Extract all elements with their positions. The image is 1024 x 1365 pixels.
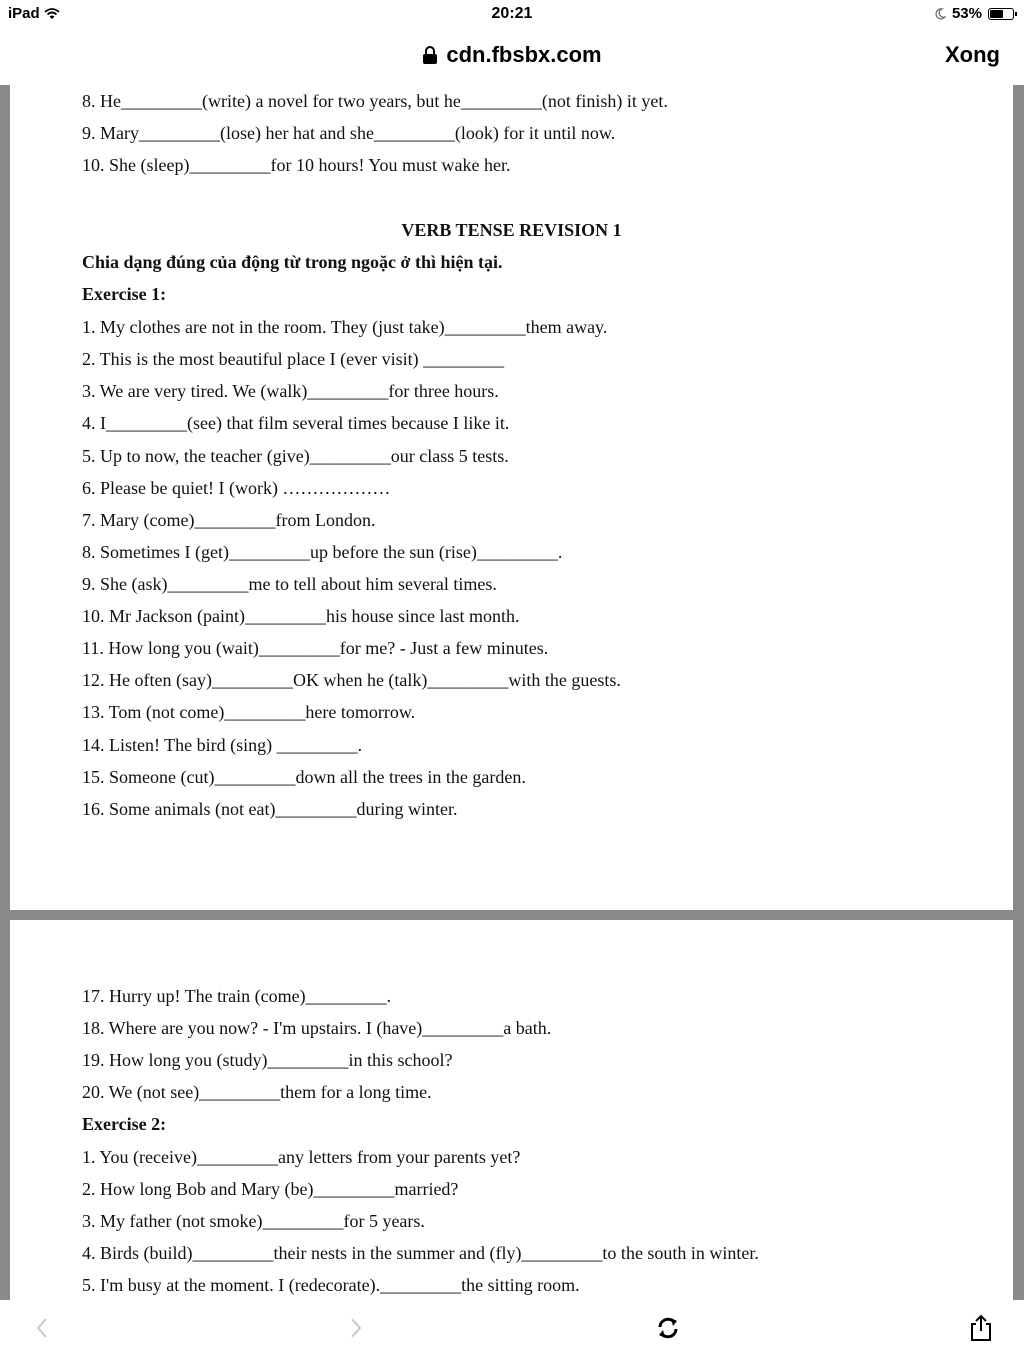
exercise-item: 6. Please be quiet! I (work) ………………: [82, 478, 391, 498]
device-name: iPad: [8, 5, 40, 22]
text-line: 9. Mary_________(lose) her hat and she_________(look) for it until now.: [82, 123, 616, 143]
exercise-item: 14. Listen! The bird (sing) _________.: [82, 735, 363, 755]
instruction: Chia dạng đúng của động từ trong ngoặc ở thì hiện tại.: [82, 252, 503, 272]
exercise-item: 11. How long you (wait)_________for me? - Just a few minutes.: [82, 638, 549, 658]
exercise-item: 8. Sometimes I (get)_________up before the sun (rise)_________.: [82, 542, 563, 562]
exercise-item: 5. Up to now, the teacher (give)_________our class 5 tests.: [82, 446, 509, 466]
document-page-2: [10, 920, 1013, 1300]
exercise-item: 7. Mary (come)_________from London.: [82, 510, 376, 530]
status-right: [934, 5, 1014, 22]
chevron-right-icon: [349, 1317, 363, 1339]
document-page-1: [10, 85, 1013, 910]
exercise-item: 16. Some animals (not eat)_________during winter.: [82, 799, 458, 819]
share-button[interactable]: [966, 1310, 996, 1346]
reload-button[interactable]: [652, 1310, 684, 1346]
forward-button[interactable]: [342, 1310, 370, 1346]
exercise-item: 10. Mr Jackson (paint)_________his house since last month.: [82, 606, 520, 626]
document-title: VERB TENSE REVISION 1: [401, 220, 622, 240]
battery-percent: 53%: [951, 5, 982, 22]
exercise-item: 18. Where are you now? - I'm upstairs. I (have)_________a bath.: [82, 1018, 552, 1038]
exercise-item: 3. We are very tired. We (walk)_________for three hours.: [82, 381, 499, 401]
lock-icon: [422, 45, 438, 65]
exercise-2-label: Exercise 2:: [82, 1114, 167, 1134]
exercise-item: 13. Tom (not come)_________here tomorrow.: [82, 702, 416, 722]
exercise-item: 9. She (ask)_________me to tell about him several times.: [82, 574, 497, 594]
exercise-item: 2. This is the most beautiful place I (ever visit) _________: [82, 349, 505, 369]
exercise-item: 12. He often (say)_________OK when he (talk)_________with the guests.: [82, 670, 621, 690]
clock: 20:21: [491, 5, 533, 22]
document-viewer[interactable]: [0, 85, 1024, 1300]
exercise-item: 1. You (receive)_________any letters from your parents yet?: [82, 1147, 521, 1167]
back-button[interactable]: [28, 1310, 56, 1346]
exercise-item: 15. Someone (cut)_________down all the trees in the garden.: [82, 767, 526, 787]
exercise-item: 5. I'm busy at the moment. I (redecorate)._________the sitting room.: [82, 1275, 580, 1295]
status-bar: [0, 0, 1024, 30]
exercise-item: 3. My father (not smoke)_________for 5 years.: [82, 1211, 425, 1231]
text-line: 10. She (sleep)_________for 10 hours! You must wake her.: [82, 155, 511, 175]
address-bar: [0, 30, 1024, 85]
text-line: 8. He_________(write) a novel for two years, but he_________(not finish) it yet.: [82, 91, 668, 111]
url-display[interactable]: [0, 42, 1024, 68]
exercise-item: 19. How long you (study)_________in this school?: [82, 1050, 453, 1070]
exercise-1-label: Exercise 1:: [82, 284, 167, 304]
exercise-item: 17. Hurry up! The train (come)_________.: [82, 986, 392, 1006]
bottom-toolbar: [0, 1300, 1024, 1365]
battery-icon: [988, 8, 1014, 20]
done-button[interactable]: Xong: [945, 42, 1000, 67]
moon-icon: [934, 8, 946, 20]
exercise-item: 1. My clothes are not in the room. They (just take)_________them away.: [82, 317, 608, 337]
exercise-item: 4. Birds (build)_________their nests in the summer and (fly)_________to the south in winter.: [82, 1243, 759, 1263]
chevron-left-icon: [35, 1317, 49, 1339]
reload-icon: [655, 1315, 681, 1341]
share-icon: [969, 1314, 993, 1342]
exercise-item: 20. We (not see)_________them for a long time.: [82, 1082, 432, 1102]
url-text: cdn.fbsbx.com: [446, 42, 602, 67]
exercise-item: 4. I_________(see) that film several times because I like it.: [82, 413, 510, 433]
exercise-item: 2. How long Bob and Mary (be)_________married?: [82, 1179, 459, 1199]
